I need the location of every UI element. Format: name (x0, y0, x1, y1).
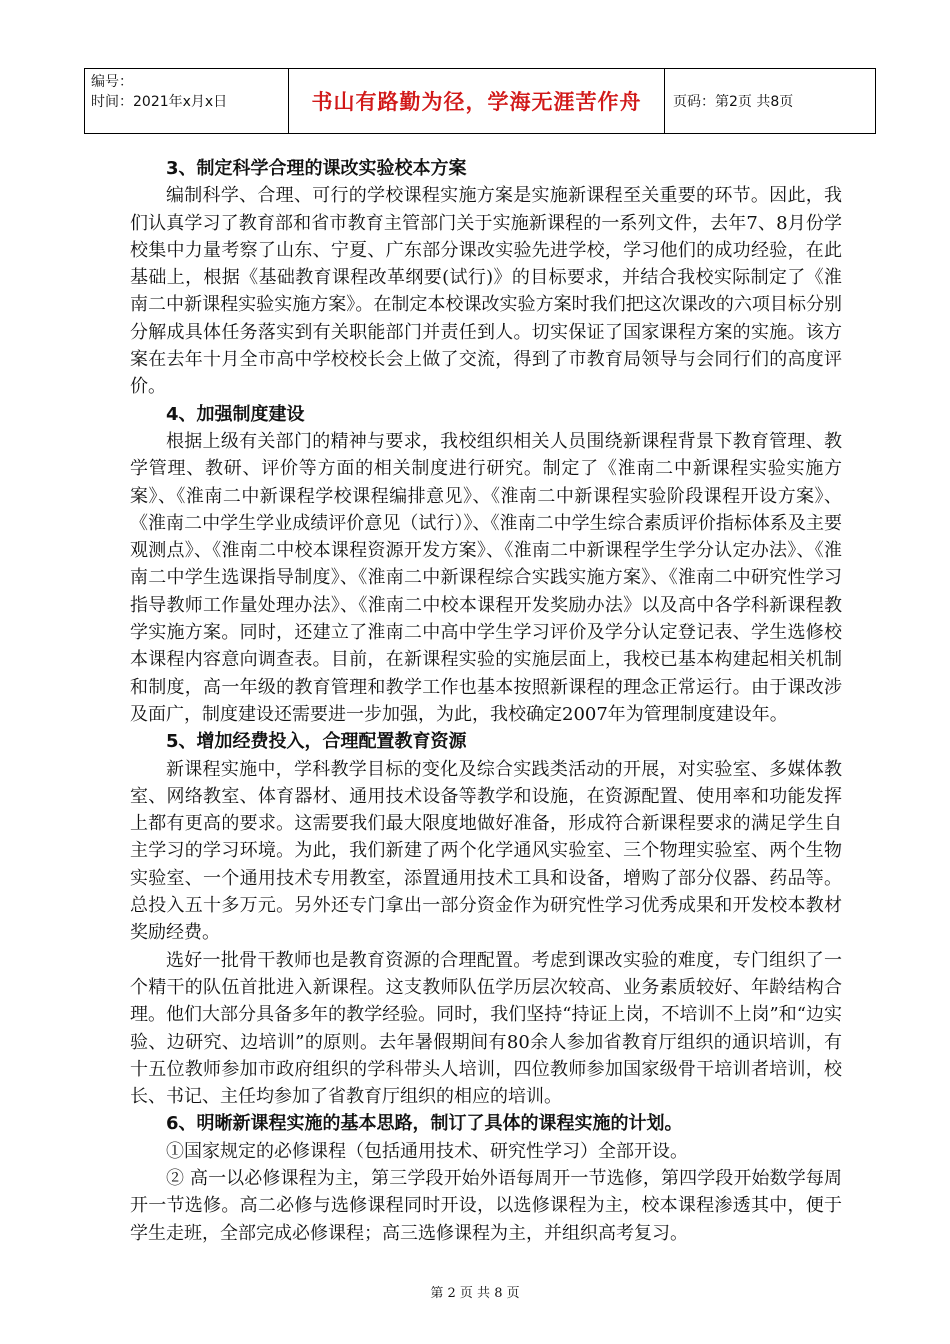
page-footer: 第 2 页 共 8 页 (430, 1286, 520, 1301)
section-heading: 5、增加经费投入，合理配置教育资源 (166, 731, 467, 753)
paragraph: 选好一批骨干教师也是教育资源的合理配置。考虑到课改实验的难度，专门组织了一个精干的队伍首批进入新课程。这支教师队伍学历层次较高、业务素质较好、年龄结构合理。他们大部分具备多年的教学经验。同时，我们坚持“持证上岗，不培训不上岗”和“边实验、边研究、边培训”的原则。去年暑假期间有80余人参加省教育厅组织的通识培训，有十五位教师参加市政府组织的学科带头人培训，四位教师参加国家级骨干培训者培训，校长、书记、主任均参加了省教育厅组织的相应的培训。 (130, 949, 842, 1108)
section-heading: 4、加强制度建设 (166, 403, 305, 425)
section-heading: 3、制定科学合理的课改实验校本方案 (166, 158, 467, 179)
header-page-label: 页码：第2页 共8页 (673, 94, 794, 110)
header-motto: 书山有路勤为径，学海无涯苦作舟 (289, 69, 665, 133)
paragraph: ①国家规定的必修课程（包括通用技术、研究性学习）全部开设。 (166, 1140, 688, 1162)
paragraph: 新课程实施中，学科教学目标的变化及综合实践类活动的开展，对实验室、多媒体教室、网络教室、体育器材、通用技术设备等教学和设施，在资源配置、使用率和功能发挥上都有更高的要求。这需要我们最大限度地做好准备，形成符合新课程要求的满足学生自主学习的学习环境。为此，我们新建了两个化学通风实验室、三个物理实验室、两个生物实验室、一个通用技术专用教室，添置通用技术工具和设备，增购了部分仪器、药品等。总投入五十多万元。另外还专门拿出一部分资金作为研究性学习优秀成果和开发校本教材奖励经费。 (130, 758, 842, 944)
header-info-cell (85, 69, 289, 133)
number-label: 编号： (91, 74, 133, 90)
paragraph: ② 高一以必修课程为主，第三学段开始外语每周开一节选修，第四学段开始数学每周开一节选修。高二必修与选修课程同时开设，以选修课程为主，校本课程渗透其中，便于学生走班，全部完成必修课程；高三选修课程为主，并组织高考复习。 (130, 1167, 842, 1244)
section-heading: 6、明晰新课程实施的基本思路，制订了具体的课程实施的计划。 (166, 1113, 683, 1135)
paragraph: 根据上级有关部门的精神与要求，我校组织相关人员围绕新课程背景下教育管理、教学管理、教研、评价等方面的相关制度进行研究。制定了《淮南二中新课程实验实施方案》、《淮南二中新课程学校课程编排意见》、《淮南二中新课程实验阶段课程开设方案》、《淮南二中学生学业成绩评价意见（试行）》、《淮南二中学生综合素质评价指标体系及主要观测点》、《淮南二中校本课程资源开发方案》、《淮南二中新课程学生学分认定办法》、《淮南二中学生选课指导制度》、《淮南二中新课程综合实践实施方案》、《淮南二中研究性学习指导教师工作量处理办法》、《淮南二中校本课程开发奖励办法》以及高中各学科新课程教学实施方案。同时，还建立了淮南二中高中学生学习评价及学分认定登记表、学生选修校本课程内容意向调查表。目前，在新课程实验的实施层面上，我校已基本构建起相关机制和制度，高一年级的教育管理和教学工作也基本按照新课程的理念正常运行。由于课改涉及面广，制度建设还需要进一步加强，为此，我校确定2007年为管理制度建设年。 (130, 430, 842, 725)
time-label: 时间：2021年x月x日 (91, 94, 228, 110)
paragraph: 编制科学、合理、可行的学校课程实施方案是实施新课程至关重要的环节。因此，我们认真学习了教育部和省市教育主管部门关于实施新课程的一系列文件，去年7、8月份学校集中力量考察了山东、宁夏、广东部分课改实验先进学校，学习他们的成功经验，在此基础上，根据《基础教育课程改革纲要(试行)》的目标要求，并结合我校实际制定了《淮南二中新课程实验实施方案》。在制定本校课改实验方案时我们把这次课改的六项目标分别分解成具体任务落实到有关职能部门并责任到人。切实保证了国家课程方案的实施。该方案在去年十月全市高中学校校长会上做了交流，得到了市教育局领导与会同行们的高度评价。 (130, 185, 842, 398)
page-header (84, 68, 876, 134)
document-body (130, 155, 842, 1247)
